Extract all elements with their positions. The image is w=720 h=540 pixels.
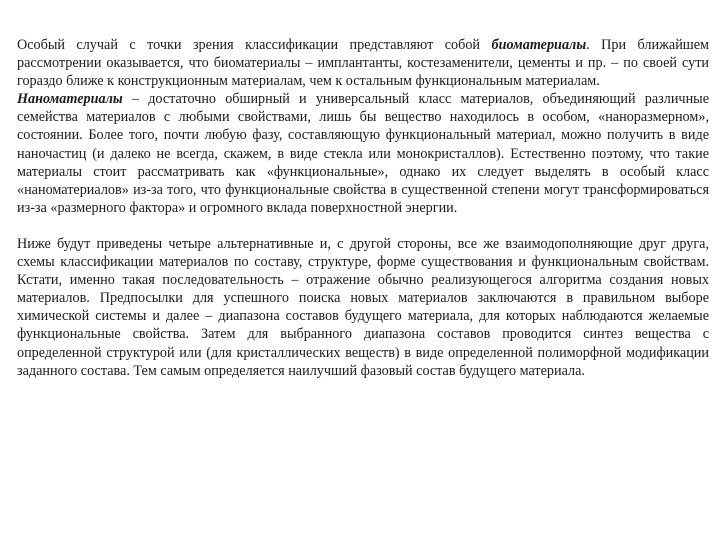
paragraph-classification-schemes: Ниже будут приведены четыре альтернативные и, с другой стороны, все же взаимодополняющие друг друга, схемы классификации материалов по составу, структуре, форме существования и функциональным свойствам. Кстати, именно такая последовательность – отражение обычно реализующегося алгоритма создания новых материалов. Предпосылки для успешного поиска новых материалов заключаются в правильном выборе химической системы и далее – диапазона составов будущего материала, для которых наблюдаются желаемые функциональные свойства. Затем для выбранного диапазона составов проводится синтез вещества с определенной структурой или (для кристаллических веществ) в виде определенной полиморфной модификации заданного состава. Тем самым определяется наилучший фазовый состав будущего материала.	[17, 235, 709, 379]
term-biomaterials: биоматериалы	[491, 37, 587, 53]
paragraph-text: Особый случай с точки зрения классификации представляют собой	[17, 37, 492, 53]
paragraph-nanomaterials	[17, 90, 709, 217]
term-nanomaterials: Наноматериалы	[17, 91, 123, 108]
paragraph-biomaterials	[17, 36, 709, 90]
document-body	[17, 36, 709, 380]
paragraph-text: – достаточно обширный и универсальный класс материалов, объединяющий различные семейства материалов с любыми свойствами, лишь бы вещество находилось в особом, «наноразмерном», состоянии. Более того, почти любую фазу, составляющую функциональный материал, можно получить в виде наночастиц (и далеко не всегда, скажем, в виде стекла или монокристаллов). Естественно поэтому, что такие материалы стоит рассматривать как «функциональные», однако их следует выделять в особый класс «наноматериалов» из-за того, что функциональные свойства в существенной степени могут трансформироваться из-за «размерного фактора» и огромного вклада поверхностной энергии.	[17, 91, 709, 216]
paragraph-gap	[17, 217, 709, 235]
paragraph-text: . При ближайшем рассмотрении оказывается, что биоматериалы – имплантанты, костезаменители, цементы и пр. – по своей сути гораздо ближе к конструкционным материалам, чем к остальным функциональным материалам.	[17, 37, 709, 90]
